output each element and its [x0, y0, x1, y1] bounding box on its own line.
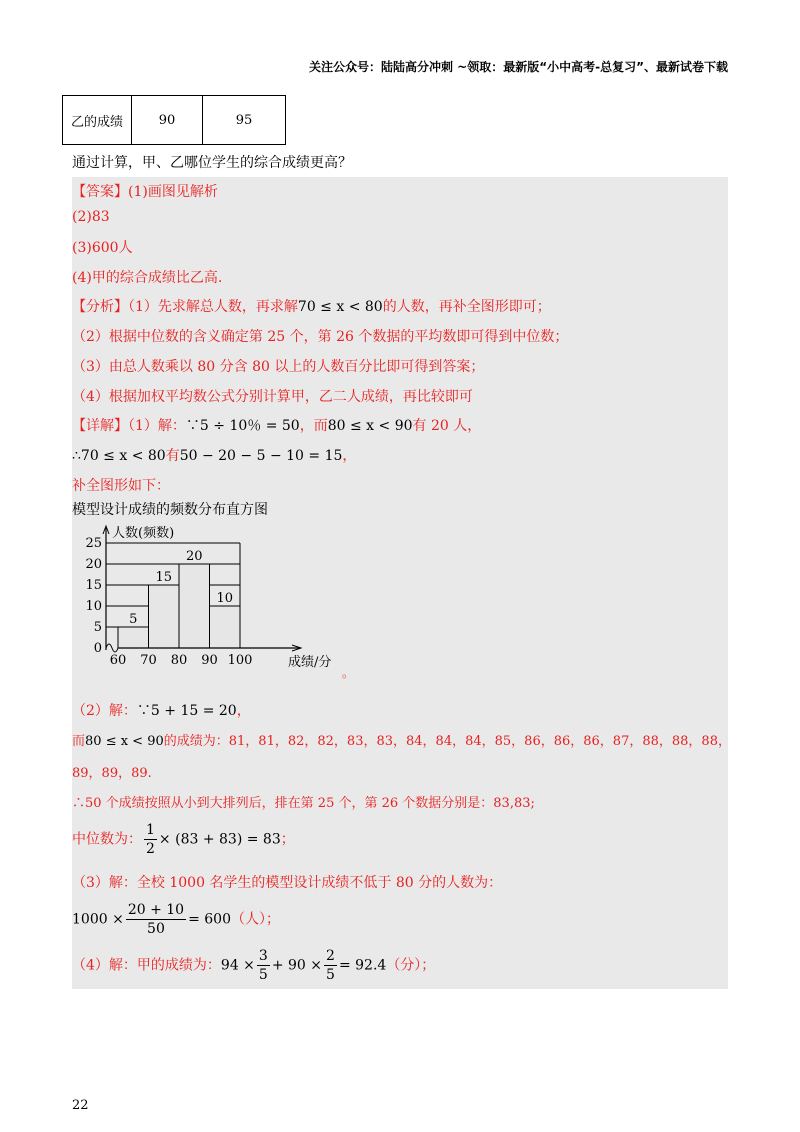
- histogram-bar: [179, 564, 210, 648]
- analysis-line-3: （3）由总人数乘以 80 分含 80 以上的人数百分比即可得到答案；: [72, 359, 485, 375]
- fraction-numerator: 20 + 10: [127, 902, 185, 918]
- fraction-denominator: 50: [147, 921, 165, 937]
- answer-2: (2)83: [72, 209, 110, 225]
- detail-part3-line-1: （3）解：全校 1000 名学生的模型设计成绩不低于 80 分的人数为：: [72, 875, 503, 891]
- answer-3-unit: 人: [118, 240, 133, 256]
- answer-1: (1)画图见解析: [128, 184, 218, 200]
- fraction-numerator: 2: [326, 948, 335, 964]
- chart-caption: 模型设计成绩的频数分布直方图: [72, 502, 268, 518]
- detail-1-math-a: ∵5 ÷ 10％ = 50: [185, 418, 300, 434]
- part3-math-pre: 1000 ×: [72, 911, 124, 928]
- y-tick-label: 5: [93, 620, 102, 635]
- part4-math-b: + 90 ×: [271, 957, 323, 974]
- y-tick-label: 10: [85, 599, 102, 614]
- histogram-chart: [72, 522, 372, 672]
- median-math: × (83 + 83) = 83: [158, 831, 281, 848]
- question-text: 通过计算，甲、乙哪位学生的综合成绩更高？: [72, 155, 352, 171]
- y-axis-label: 人数(频数): [112, 526, 175, 541]
- detail-1-post: 有 20 人，: [412, 418, 482, 434]
- analysis-tag: 【分析】: [72, 299, 128, 315]
- table-row-label: 乙的成绩: [63, 96, 132, 145]
- part4-pre: （4）解：甲的成绩为：: [72, 957, 221, 974]
- histogram-bar: [149, 585, 180, 648]
- analysis-line-1: [72, 296, 551, 316]
- detail-1-pre: （1）解：: [128, 418, 186, 434]
- stray-dot: 。: [342, 666, 355, 680]
- bar-value-label: 10: [216, 591, 234, 606]
- part2-post: ，: [236, 703, 251, 719]
- answer-line-2: [72, 209, 110, 225]
- part3-unit: （人）；: [230, 911, 280, 928]
- fraction-denominator: 5: [258, 967, 268, 983]
- x-tick-label: 100: [227, 653, 253, 668]
- detail-part4-line-1: [72, 948, 435, 983]
- answer-3-value: (3)600: [72, 240, 119, 256]
- detail-2-post: ，: [342, 448, 357, 464]
- part3-math-post: = 600: [188, 911, 231, 928]
- detail-1-mid: ，而: [299, 418, 328, 434]
- part4-unit: （分）；: [386, 957, 436, 974]
- page-header: 关注公众号：陆陆高分冲刺 ~领取：最新版“小中高考-总复习”、最新试卷下载: [309, 60, 728, 74]
- detail-part3-line-2: [72, 902, 280, 937]
- table-row: [63, 96, 286, 145]
- table-cell: 90: [132, 96, 203, 145]
- x-tick-label: 90: [201, 653, 218, 668]
- answer-line-4: (4)甲的综合成绩比乙高.: [72, 270, 223, 286]
- detail-2-math-a: ∴70 ≤ x < 80: [72, 448, 166, 464]
- detail-2-math-b: 50 − 20 − 5 − 10 = 15: [179, 448, 343, 464]
- x-tick-label: 60: [109, 653, 127, 668]
- part2b-math: 80 ≤ x < 90: [85, 734, 164, 749]
- detail-line-1: [72, 415, 481, 435]
- fraction-two-fifths: [324, 948, 337, 983]
- answer-line-3: [72, 237, 133, 257]
- histogram-bar: [210, 606, 241, 648]
- bar-value-label: 5: [129, 612, 138, 627]
- histogram-bar: [118, 627, 149, 648]
- fraction-half: [144, 822, 157, 857]
- detail-part2-line-2: [72, 730, 731, 749]
- part2-math: ∵5 + 15 = 20: [136, 703, 237, 719]
- fraction-part3: [126, 902, 186, 937]
- fraction-denominator: 5: [326, 967, 335, 983]
- analysis-line-4: （4）根据加权平均数公式分别计算甲，乙二人成绩，再比较即可: [72, 389, 473, 405]
- part2-pre: （2）解：: [72, 703, 137, 719]
- analysis-1-pre: （1）先求解总人数，再求解: [128, 299, 298, 315]
- x-axis-label: 成绩/分: [288, 655, 332, 670]
- detail-line-2: [72, 445, 356, 465]
- answer-tag: 【答案】: [72, 184, 128, 200]
- detail-part2-line-3: 89，89，89.: [72, 766, 152, 781]
- score-table: [62, 95, 286, 145]
- median-label: 中位数为：: [72, 831, 142, 848]
- analysis-1-math: 70 ≤ x < 80: [297, 299, 383, 315]
- y-tick-label: 0: [93, 641, 102, 656]
- part2b-pre: 而: [72, 734, 86, 749]
- part2b-list: 的成绩为：81，81，82，82，83，83，84，84，84，85，86，86，86，87，88，88，88，: [163, 734, 731, 749]
- part4-math-c: = 92.4: [338, 957, 387, 974]
- detail-1-math-b: 80 ≤ x < 90: [327, 418, 413, 434]
- y-tick-label: 25: [85, 536, 102, 551]
- y-tick-label: 15: [85, 578, 102, 593]
- detail-part2-line-5: [72, 822, 295, 857]
- detail-2-mid: 有: [165, 448, 180, 464]
- histogram-layer: [85, 525, 331, 670]
- table-cell: 95: [203, 96, 286, 145]
- detail-tag: 【详解】: [72, 418, 128, 434]
- bar-value-label: 20: [185, 549, 203, 564]
- bar-value-label: 15: [155, 570, 173, 585]
- fraction-three-fifths: [257, 948, 270, 983]
- answer-line-1: [72, 181, 218, 201]
- detail-line-3: 补全图形如下：: [72, 478, 170, 494]
- median-end: ；: [280, 831, 295, 848]
- part4-math-a: 94 ×: [220, 957, 255, 974]
- detail-part2-line-4: ∴50 个成绩按照从小到大排列后，排在第 25 个，第 26 个数据分别是：83,83;: [72, 796, 535, 811]
- analysis-line-2: （2）根据中位数的含义确定第 25 个，第 26 个数据的平均数即可得到中位数；: [72, 329, 569, 345]
- fraction-numerator: 3: [258, 948, 268, 964]
- axis-break: [106, 644, 118, 652]
- fraction-denominator: 2: [146, 841, 155, 857]
- y-tick-label: 20: [85, 557, 102, 572]
- page-number: 22: [72, 1098, 89, 1113]
- x-tick-label: 80: [170, 653, 188, 668]
- analysis-1-post: 的人数，再补全图形即可；: [382, 299, 551, 315]
- x-tick-label: 70: [140, 653, 157, 668]
- fraction-numerator: 1: [146, 822, 155, 838]
- detail-part2-line-1: [72, 700, 251, 720]
